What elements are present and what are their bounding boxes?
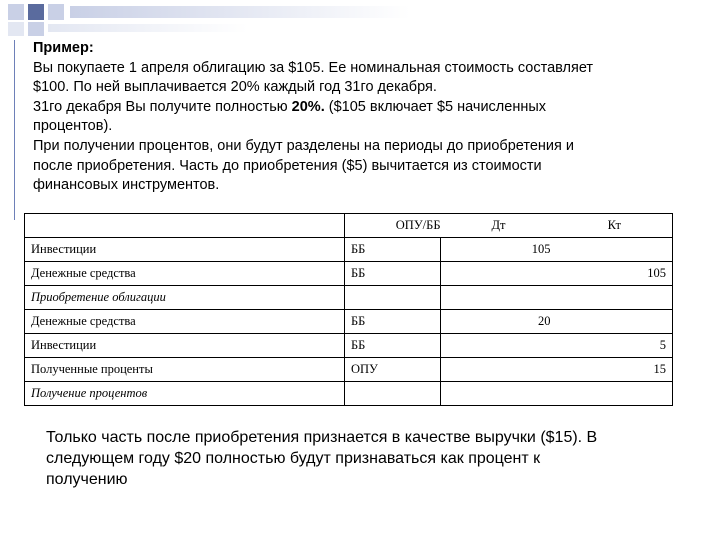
header-dt: Дт [441,214,557,238]
table-caption-row [25,286,673,310]
journal-table [24,213,673,406]
cell-dt [441,262,557,286]
cell-account: Полученные проценты [25,358,345,382]
cell-empty [441,286,557,310]
slide-vertical-rule [14,40,15,220]
intro-line: после приобретения. Часть до приобретения ($5) вычитается из стоимости [33,157,542,174]
table-row [25,334,673,358]
deco-square [48,4,64,20]
cell-account: Денежные средства [25,262,345,286]
intro-line: Вы покупаете 1 апреля облигацию за $105. Ее номинальная стоимость составляет [33,59,594,76]
intro-line: процентов). [33,118,113,135]
header-account [25,214,345,238]
deco-square [8,22,24,36]
intro-line-mixed [33,98,693,118]
table-row [25,262,673,286]
cell-account: Инвестиции [25,238,345,262]
cell-opu-bb: ОПУ [345,358,441,382]
cell-opu-bb: ББ [345,238,441,262]
intro-line-part: 31го декабря Вы получите полностью [33,98,292,115]
cell-dt: 105 [441,238,557,262]
header-kt: Кт [557,214,673,238]
cell-empty [345,286,441,310]
deco-square [28,4,44,20]
deco-square [28,22,44,36]
outro-text [46,427,686,490]
cell-account: Денежные средства [25,310,345,334]
deco-bar [48,24,248,32]
cell-empty [345,382,441,406]
table-header-row [25,214,673,238]
cell-empty [557,382,673,406]
cell-dt [441,358,557,382]
intro-text [33,39,693,196]
cell-kt: 15 [557,358,673,382]
intro-line: При получении процентов, они будут разделены на периоды до приобретения и [33,137,574,154]
cell-opu-bb: ББ [345,310,441,334]
intro-line: $100. По ней выплачивается 20% каждый год 31го декабря. [33,79,437,96]
outro-line: следующем году $20 полностью будут признаваться как процент к [46,450,541,467]
cell-kt: 5 [557,334,673,358]
cell-account: Инвестиции [25,334,345,358]
cell-caption: Получение процентов [25,382,345,406]
outro-line: Только часть после приобретения признается в качестве выручки ($15). В [46,429,598,446]
intro-line-part: ($105 включает $5 начисленных [324,98,547,115]
cell-opu-bb: ББ [345,262,441,286]
table-row [25,310,673,334]
cell-dt: 20 [441,310,557,334]
outro-line: получению [46,471,128,488]
intro-bold-fragment: 20%. [291,98,325,115]
table-caption-row [25,382,673,406]
deco-square [8,4,24,20]
cell-kt [557,238,673,262]
cell-empty [557,286,673,310]
deco-bar [70,6,410,18]
cell-kt [557,310,673,334]
cell-dt [441,334,557,358]
header-opu-bb: ОПУ/ББ [345,214,441,238]
intro-line: финансовых инструментов. [33,177,220,194]
table-row [25,358,673,382]
table-row [25,238,673,262]
cell-empty [441,382,557,406]
cell-opu-bb: ББ [345,334,441,358]
intro-heading: Пример: [33,40,94,56]
cell-caption: Приобретение облигации [25,286,345,310]
cell-kt: 105 [557,262,673,286]
